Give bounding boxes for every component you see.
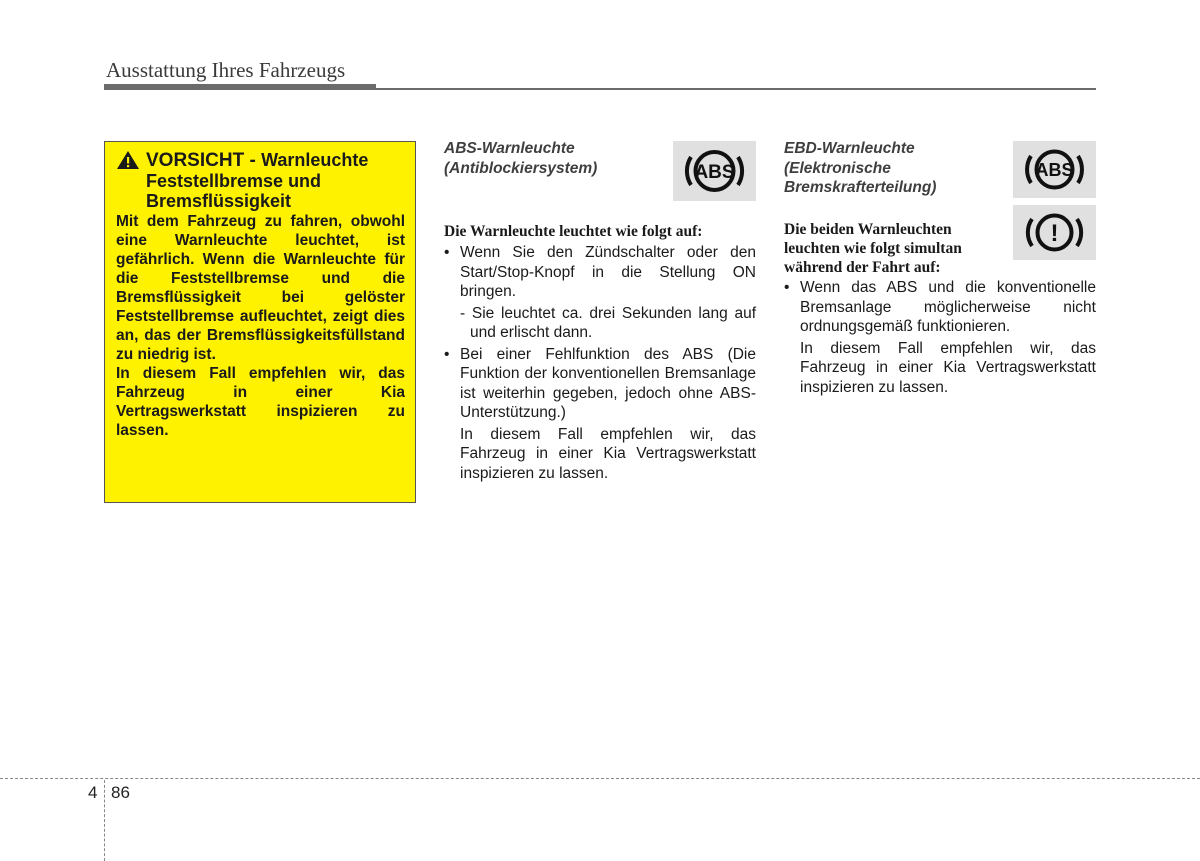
page-header-title: Ausstattung Ihres Fahrzeugs (106, 58, 346, 82)
footer-vertical-dashed-rule (104, 780, 105, 861)
ebd-body (784, 278, 1096, 397)
ebd-title (784, 139, 1009, 198)
ebd-abs-icon-box (1013, 141, 1096, 198)
abs-title-line-1: ABS-Warnleuchte (444, 140, 575, 157)
footer-dashed-rule (0, 778, 1200, 779)
chapter-number: 4 (88, 783, 98, 802)
ebd-abs-icon-text: ABS (1035, 160, 1074, 180)
abs-sub-item (444, 304, 756, 343)
warning-triangle-icon (116, 150, 140, 170)
caution-title (146, 150, 405, 211)
ebd-lead-line-2: leuchten wie folgt simultan (784, 240, 962, 257)
abs-bullet-1: • Wenn Sie den Zündschalter oder den Start/Stop-Knopf in die Stellung ON bringen. (444, 243, 756, 302)
brake-exclamation-icon (1013, 205, 1096, 260)
abs-warning-icon (1013, 141, 1096, 198)
abs-title-line-2: (Antiblockiersystem) (444, 159, 598, 177)
caution-paragraph-2: In diesem Fall empfehlen wir, das Fahrzeug in einer Kia Vertragswerkstatt inspizieren zu lassen. (116, 365, 405, 439)
caution-box (104, 141, 416, 503)
caution-title-text: Warnleuchte Feststellbremse und Bremsflüssigkeit (146, 150, 369, 211)
caution-heading (116, 150, 405, 211)
abs-body (444, 222, 756, 483)
abs-bullet-2: • Bei einer Fehlfunktion des ABS (Die Funktion der konventionellen Bremsanlage ist weiterhin gegeben, jedoch ohne ABS-Unterstützung.) (444, 345, 756, 423)
ebd-title-line-2: (Elektronische (784, 159, 891, 177)
page-number: 86 (111, 783, 130, 802)
ebd-paragraph-2: In diesem Fall empfehlen wir, das Fahrzeug in einer Kia Vertragswerkstatt inspizieren zu lassen. (800, 339, 1096, 396)
abs-sub-text: - Sie leuchtet ca. drei Sekunden lang auf und erlischt dann. (460, 304, 756, 341)
ebd-lead-line-3: während der Fahrt auf: (784, 259, 941, 276)
header-rule (104, 88, 1096, 90)
caution-paragraph-1: Mit dem Fahrzeug zu fahren, obwohl eine Warnleuchte leuchtet, ist gefährlich. Wenn die Warnleuchte für die Feststellbremse und die Bremsflüssigkeit bei gelöster Feststellbremse aufleuchtet, zeigt dies an, das der Bremsflüssigkeitsfüllstand zu niedrig ist. (116, 213, 405, 363)
ebd-brake-icon-text: ! (1050, 220, 1059, 247)
ebd-title-line-1: EBD-Warnleuchte (784, 140, 915, 157)
abs-paragraph-2: In diesem Fall empfehlen wir, das Fahrzeug in einer Kia Vertragswerkstatt inspizieren zu lassen. (460, 425, 756, 482)
abs-icon-text: ABS (694, 162, 735, 183)
abs-lead: Die Warnleuchte leuchtet wie folgt auf: (444, 223, 703, 240)
ebd-title-line-3: Bremskrafterteilung) (784, 179, 937, 196)
abs-title (444, 139, 664, 178)
caution-lead: VORSICHT - (146, 150, 262, 171)
ebd-lead-line-1: Die beiden Warnleuchten (784, 221, 952, 238)
abs-icon-box (673, 141, 756, 201)
abs-warning-icon (673, 141, 756, 201)
ebd-lead (784, 220, 984, 277)
ebd-bullet-1: • Wenn das ABS und die konventionelle Bremsanlage möglicherweise nicht ordnungsgemäß funktionieren. (784, 278, 1096, 337)
ebd-brake-icon-box (1013, 205, 1096, 260)
